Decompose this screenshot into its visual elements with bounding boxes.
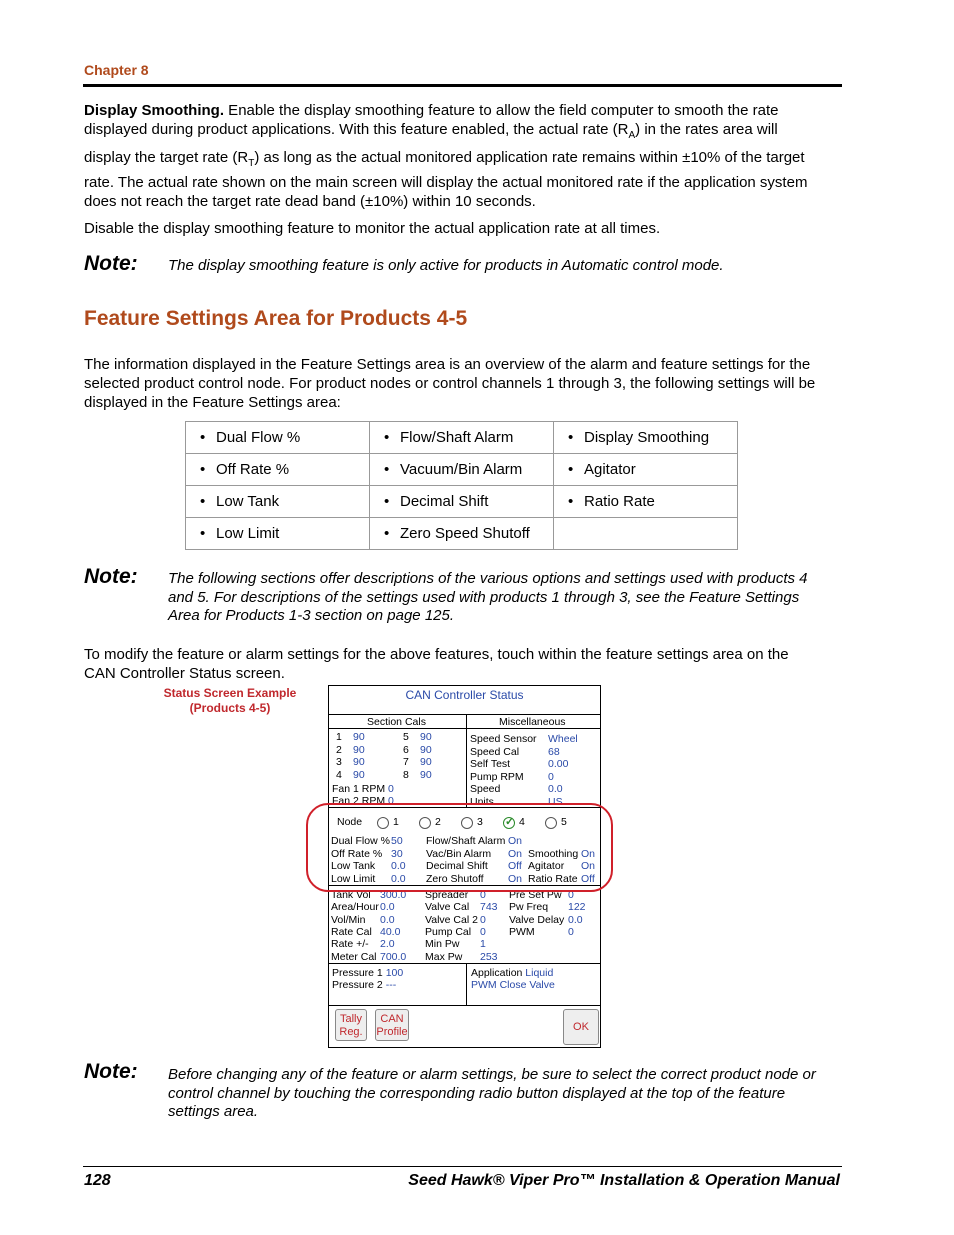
cal-section-number: 2 xyxy=(336,743,342,756)
header-rule xyxy=(83,84,842,87)
cal-label: PWM xyxy=(509,925,535,938)
table-row xyxy=(186,486,738,518)
alarm-value[interactable]: On xyxy=(508,872,523,885)
note-label: Note: xyxy=(84,1060,138,1083)
misc-value: Wheel xyxy=(548,733,578,745)
bullet-icon: • xyxy=(384,525,390,542)
pressure1-value: 100 xyxy=(385,967,404,979)
misc-label: Self Test xyxy=(470,758,511,770)
feature-name: Zero Speed Shutoff xyxy=(400,525,530,542)
cal-label: Valve Delay xyxy=(509,913,565,926)
section-p1-line3: displayed in the Feature Settings area: xyxy=(84,394,341,411)
feature-label: Agitator xyxy=(528,860,565,872)
intro-line2a: displayed during product applications. With this feature enabled, the actual rate (R xyxy=(84,121,629,138)
feature-area-highlight xyxy=(306,803,613,892)
feature-name: Vacuum/Bin Alarm xyxy=(400,461,523,478)
cal-value: 122 xyxy=(568,901,586,914)
valve-type: PWM Close Valve xyxy=(471,979,555,991)
cal-value: 0.0 xyxy=(568,913,583,926)
note2-line1: The following sections offer descriptions of the various options and settings used with products 4 xyxy=(168,570,808,587)
cal-label: Rate Cal xyxy=(331,925,372,938)
intro-line4: rate. The actual rate shown on the main screen will display the actual monitored rate if the application system xyxy=(84,174,808,191)
divider xyxy=(329,1005,600,1006)
note-label: Note: xyxy=(84,565,138,588)
cal-label: Vol/Min xyxy=(331,913,366,926)
intro-line3a: display the target rate (R xyxy=(84,149,249,166)
node-radio-label: 5 xyxy=(561,816,567,828)
application-row xyxy=(471,967,553,979)
table-cell xyxy=(370,518,554,550)
note2-line2: and 5. For descriptions of the settings used with products 1 through 3, see the Feature Settings xyxy=(168,588,800,606)
cal-label: Min Pw xyxy=(425,938,460,951)
cal-value: 253 xyxy=(480,950,498,963)
display-smoothing-paragraph xyxy=(84,101,844,211)
bullet-icon: • xyxy=(568,429,574,446)
divider xyxy=(329,714,600,715)
node-radio-label: 2 xyxy=(435,816,441,828)
table-cell xyxy=(554,454,738,486)
bullet-icon: • xyxy=(384,461,390,478)
feature-name: Agitator xyxy=(584,461,636,478)
bullet-icon: • xyxy=(568,461,574,478)
section-cals-title: Section Cals xyxy=(367,716,426,728)
application-value: Liquid xyxy=(525,967,554,979)
note3-line1: Before changing any of the feature or alarm settings, be sure to select the correct product node or xyxy=(168,1066,816,1083)
intro-line2b: ) in the rates area will xyxy=(635,121,778,138)
table-cell xyxy=(554,518,738,550)
note-text xyxy=(168,570,848,626)
note-text: The display smoothing feature is only active for products in Automatic control mode. xyxy=(168,257,724,274)
cal-label: Pre Set Pw xyxy=(509,889,562,901)
misc-label: Units xyxy=(470,795,494,808)
misc-value: 0 xyxy=(548,770,554,783)
misc-value: 0.0 xyxy=(548,783,563,795)
cal-value: 0 xyxy=(480,925,486,938)
modify-paragraph xyxy=(84,645,844,683)
screen-title: CAN Controller Status xyxy=(405,688,524,702)
pressure2-label: Pressure 2 xyxy=(332,979,383,991)
tally-reg-button[interactable] xyxy=(335,1009,367,1041)
disable-paragraph: Disable the display smoothing feature to monitor the actual application rate at all times. xyxy=(84,220,661,237)
feature-name: Display Smoothing xyxy=(584,429,710,446)
cal-section-number: 3 xyxy=(336,756,342,768)
feature-value[interactable]: 0.0 xyxy=(391,872,406,885)
cal-section-number: 7 xyxy=(403,756,409,768)
cal-value: 40.0 xyxy=(380,925,401,938)
cal-section-number: 5 xyxy=(403,731,409,743)
feature-name: Dual Flow % xyxy=(216,429,301,446)
misc-title: Miscellaneous xyxy=(499,716,566,728)
bullet-icon: • xyxy=(200,429,206,446)
bullet-icon: • xyxy=(384,493,390,510)
cal-label: Rate +/- xyxy=(331,938,369,951)
node-radio-label: 4 xyxy=(519,816,525,828)
feature-value[interactable]: Off xyxy=(581,872,595,885)
bullet-icon: • xyxy=(384,429,390,446)
application-label: Application xyxy=(471,967,523,979)
feature-value[interactable]: On xyxy=(581,860,596,872)
feature-label: Off Rate % xyxy=(331,847,383,860)
feature-value[interactable]: On xyxy=(581,847,596,860)
divider xyxy=(329,963,600,964)
feature-name: Decimal Shift xyxy=(400,493,489,510)
cal-section-value: 90 xyxy=(420,731,432,743)
note2-line3: Area for Products 1-3 section on page 125. xyxy=(168,607,455,624)
table-cell xyxy=(370,454,554,486)
cal-label: Spreader xyxy=(425,889,469,901)
node-radio-label: 3 xyxy=(477,816,483,828)
section-p2-line2: CAN Controller Status screen. xyxy=(84,665,285,682)
footer-rule xyxy=(83,1166,842,1167)
figure-caption xyxy=(160,686,300,716)
alarm-value[interactable]: On xyxy=(508,835,523,847)
cal-section-value: 90 xyxy=(353,731,365,743)
section-heading: Feature Settings Area for Products 4-5 xyxy=(84,307,468,330)
table-cell xyxy=(186,518,370,550)
note3-line3: settings area. xyxy=(168,1103,259,1120)
section-p1-line2: selected product control node. For product nodes or control channels 1 through 3, the following settings will be xyxy=(84,375,816,392)
feature-name: Ratio Rate xyxy=(584,493,655,510)
can-profile-button[interactable] xyxy=(375,1009,409,1041)
checkmark-icon: ✓ xyxy=(505,816,515,828)
cal-section-value: 90 xyxy=(353,756,365,768)
cal-section-value: 90 xyxy=(420,743,432,756)
table-cell xyxy=(554,422,738,454)
cal-label: Valve Cal 2 xyxy=(425,913,478,926)
tally-label: Tally xyxy=(339,1013,362,1025)
table-cell xyxy=(370,486,554,518)
misc-label: Speed Cal xyxy=(470,745,520,758)
bullet-icon: • xyxy=(200,525,206,542)
profile-label: Profile xyxy=(376,1026,408,1038)
cal-label: Max Pw xyxy=(425,950,463,963)
pressure2-value: --- xyxy=(385,979,397,991)
cal-section-number: 4 xyxy=(336,768,342,781)
bold-lead: Display Smoothing. xyxy=(84,102,225,119)
cal-section-number: 6 xyxy=(403,743,409,756)
feature-label: Smoothing xyxy=(528,847,579,860)
alarm-value[interactable]: On xyxy=(508,847,523,860)
divider xyxy=(466,963,467,1005)
alarm-label: Flow/Shaft Alarm xyxy=(426,835,506,847)
alarm-label: Decimal Shift xyxy=(426,860,488,872)
feature-value[interactable]: 50 xyxy=(391,835,403,847)
can-label: CAN xyxy=(380,1013,404,1025)
cal-section-number: 8 xyxy=(403,768,409,781)
section-paragraph xyxy=(84,355,844,412)
pressure2-row xyxy=(332,979,396,991)
node-label: Node xyxy=(337,816,363,828)
misc-value: US xyxy=(548,795,563,808)
table-cell xyxy=(186,422,370,454)
divider xyxy=(329,728,600,729)
pressure1-label: Pressure 1 xyxy=(332,967,383,979)
cal-value: 700.0 xyxy=(380,950,407,963)
feature-name: Low Limit xyxy=(216,525,280,542)
cal-value: 0 xyxy=(568,889,574,901)
cal-label: Area/Hour xyxy=(331,901,379,914)
feature-name: Flow/Shaft Alarm xyxy=(400,429,514,446)
feature-name: Off Rate % xyxy=(216,461,290,478)
cal-label: Valve Cal xyxy=(425,901,470,914)
caption-line2: (Products 4-5) xyxy=(189,701,271,715)
cal-label: Tank Vol xyxy=(331,889,371,901)
misc-label: Speed xyxy=(470,783,501,795)
fan1-row xyxy=(332,783,394,795)
intro-line1: Enable the display smoothing feature to allow the field computer to smooth the rate xyxy=(224,102,779,119)
alarm-label: Zero Shutoff xyxy=(426,872,484,885)
page-number: 128 xyxy=(84,1172,111,1189)
table-row xyxy=(186,454,738,486)
chapter-label: Chapter 8 xyxy=(84,62,149,78)
subscript-t: T xyxy=(248,158,255,169)
note-text xyxy=(168,1066,848,1122)
table-cell xyxy=(186,486,370,518)
fan2-label: Fan 2 RPM xyxy=(332,795,386,807)
misc-value: 0.00 xyxy=(548,758,569,770)
cal-label: Pw Freq xyxy=(509,901,549,914)
cal-value: 0 xyxy=(480,913,486,926)
table-cell xyxy=(554,486,738,518)
table-cell xyxy=(186,454,370,486)
caption-line1: Status Screen Example xyxy=(163,686,297,700)
section-p2-line1: To modify the feature or alarm settings for the above features, touch within the feature settings area on the xyxy=(84,646,789,663)
bullet-icon: • xyxy=(568,493,574,510)
ok-button[interactable]: OK xyxy=(563,1009,599,1045)
intro-line3b: ) as long as the actual monitored application rate remains within ±10% of the target xyxy=(254,149,805,166)
intro-line5: does not reach the target rate dead band (±10%) within 10 seconds. xyxy=(84,193,536,210)
note3-line2: control channel by touching the corresponding radio button displayed at the top of the feature xyxy=(168,1084,786,1102)
cal-value: 300.0 xyxy=(380,889,407,901)
misc-value: 68 xyxy=(548,745,560,758)
table-row xyxy=(186,422,738,454)
table-cell xyxy=(370,422,554,454)
cal-value: 0.0 xyxy=(380,913,395,926)
cal-value: 1 xyxy=(480,938,486,951)
feature-value[interactable]: 30 xyxy=(391,847,403,860)
cal-section-value: 90 xyxy=(353,768,365,781)
fan1-value: 0 xyxy=(388,783,394,795)
cal-section-value: 90 xyxy=(353,743,365,756)
subscript-a: A xyxy=(628,130,636,141)
feature-label: Dual Flow % xyxy=(331,835,390,847)
alarm-label: Vac/Bin Alarm xyxy=(426,847,492,860)
section-p1-line1: The information displayed in the Feature Settings area is an overview of the alarm and feature settings for the xyxy=(84,356,811,373)
cal-section-value: 90 xyxy=(420,756,432,768)
cal-value: 2.0 xyxy=(380,938,395,951)
cal-section-number: 1 xyxy=(336,731,342,743)
pressure1-row xyxy=(332,967,403,979)
fan1-label: Fan 1 RPM xyxy=(332,783,386,795)
bullet-icon: • xyxy=(200,493,206,510)
cal-label: Pump Cal xyxy=(425,925,472,938)
cal-value: 0.0 xyxy=(380,901,395,914)
fan2-value: 0 xyxy=(388,795,394,807)
alarm-value[interactable]: Off xyxy=(508,860,522,872)
feature-table xyxy=(185,421,738,550)
note-label: Note: xyxy=(84,252,138,275)
cal-value: 0 xyxy=(480,889,486,901)
feature-name: Low Tank xyxy=(216,493,280,510)
cal-label: Meter Cal xyxy=(331,950,377,963)
feature-label: Ratio Rate xyxy=(528,872,578,885)
cal-section-value: 90 xyxy=(420,768,432,781)
feature-label: Low Tank xyxy=(331,860,376,872)
misc-label: Speed Sensor xyxy=(470,733,537,745)
misc-label: Pump RPM xyxy=(470,770,524,783)
cal-value: 0 xyxy=(568,925,574,938)
feature-value[interactable]: 0.0 xyxy=(391,860,406,872)
reg-label: Reg. xyxy=(339,1026,363,1038)
node-radio-label: 1 xyxy=(393,816,399,828)
manual-title: Seed Hawk® Viper Pro™ Installation & Operation Manual xyxy=(408,1172,840,1189)
cal-value: 743 xyxy=(480,901,498,914)
feature-label: Low Limit xyxy=(331,872,376,885)
table-row xyxy=(186,518,738,550)
bullet-icon: • xyxy=(200,461,206,478)
